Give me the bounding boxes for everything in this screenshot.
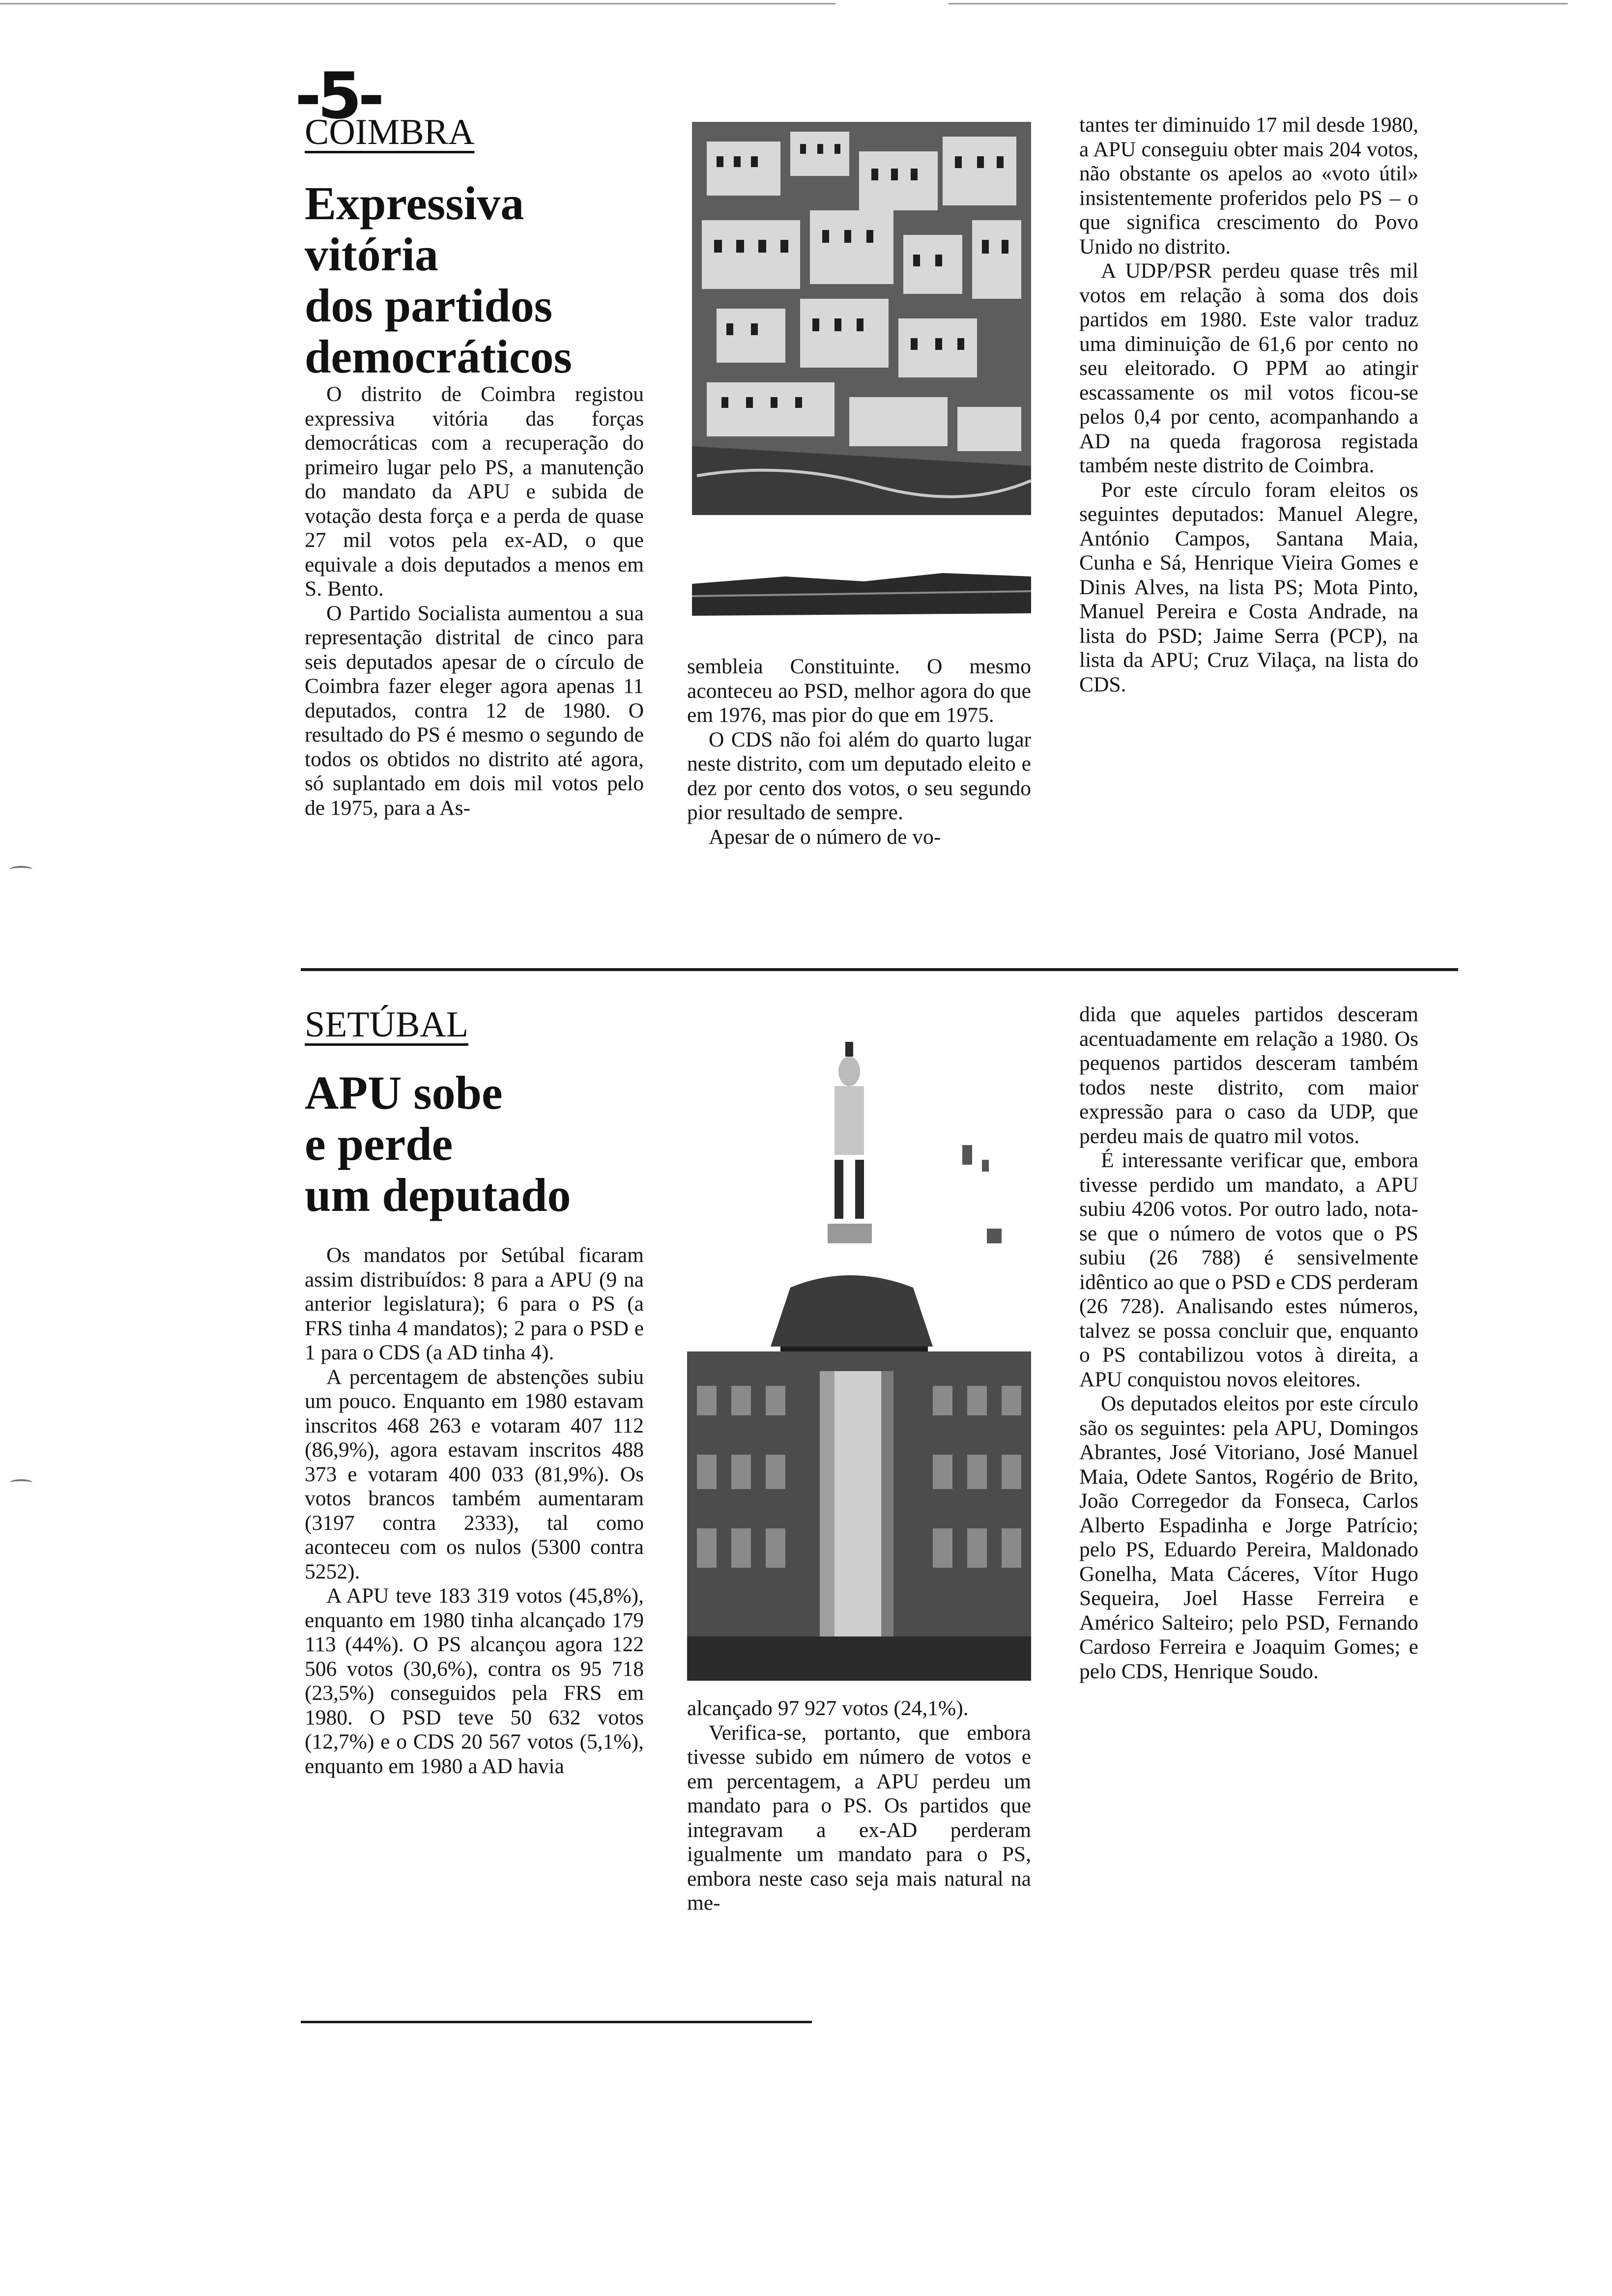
paragraph: dida que aqueles partidos desceram acentuadamente em relação a 1980. Os pequenos partidos desceram também todos neste distrito, com maior expressão para o caso da UDP, que perdeu mais de quatro mil votos. (1079, 1003, 1418, 1148)
paragraph: Apesar de o número de vo- (709, 825, 941, 849)
paragraph: sembleia Constituinte. O mesmo aconteceu ao PSD, melhor agora do que em 1976, mas pior do que em 1975. (687, 655, 1031, 727)
section-label-coimbra: COIMBRA (305, 112, 475, 152)
paragraph: O distrito de Coimbra registou expressiva vitória das forças democráticas com a recuperação do primeiro lugar pelo PS, a manutenção do mandato da APU e subida de votação desta força e a perda de quase 27 mil votos pela ex-AD, o que equivale a dois deputados a menos em S. Bento. (305, 382, 644, 601)
scan-top-rule (949, 3, 1568, 4)
headline-setubal (305, 1067, 659, 1221)
paragraph: O Partido Socialista aumentou a sua representação distrital de cinco para seis deputados apesar de o círculo de Coimbra fazer eleger agora apenas 11 deputados, contra 12 de 1980. O resultado do PS é mesmo o segundo de todos os obtidos no distrito até agora, só suplantado em dois mil votos pelo de 1975, para a As- (305, 601, 644, 820)
paragraph: É interessante verificar que, embora tivesse perdido um mandato, a APU subiu 4206 votos. Por outro lado, nota-se que o número de votos que o PS subiu (26 788) é sensivelmente idêntico ao que o PSD e CDS perderam (26 728). Analisando estes números, talvez se possa concluir que, enquanto o PS contabilizou votos à direita, a APU conquistou novos eleitores. (1079, 1148, 1418, 1391)
headline-line: dos partidos (305, 279, 553, 332)
photo-statue-column (687, 1032, 1031, 1681)
page-number-mark: -5- (295, 58, 381, 133)
article-setubal-column-2 (687, 1696, 1031, 1916)
paragraph: A APU teve 183 319 votos (45,8%), enquanto em 1980 tinha alcançado 179 113 (44%). O PS alcançou agora 122 506 votos (30,6%), contra os 95 718 (23,5%) conseguidos pela FRS em 1980. O PSD teve 50 632 votos (12,7%) e o CDS 20 567 votos (5,1%), enquanto em 1980 a AD havia (305, 1584, 644, 1778)
paragraph: alcançado 97 927 votos (24,1%). (687, 1696, 969, 1720)
headline-line: APU sobe (305, 1066, 503, 1119)
headline-line: e perde (305, 1118, 453, 1170)
article-setubal-column-3 (1079, 1003, 1418, 1684)
scan-top-rule (0, 3, 835, 4)
paragraph: Verifica-se, portanto, que embora tivesse subido em número de votos e em percentagem, a APU perdeu um mandato para o PS. Os partidos que integravam a ex-AD perderam igualmente um mandato para o PS, embora neste caso seja mais natural na me- (687, 1721, 1031, 1915)
paragraph: A UDP/PSR perdeu quase três mil votos em relação à soma dos dois partidos em 1980. Este valor traduz uma diminuição de 61,6 por cento no seu eleitorado. O PPM ao atingir escassamente os mil votos ficou-se pelos 0,4 por cento, acompanhando a AD na queda fragorosa registada também neste distrito de Coimbra. (1079, 259, 1418, 477)
headline-line: vitória (305, 228, 438, 281)
paragraph: O CDS não foi além do quarto lugar neste distrito, com um deputado eleito e dez por cento dos votos, o seu segundo pior resultado de sempre. (687, 727, 1031, 824)
article-coimbra-column-3 (1079, 113, 1418, 697)
photo-coimbra-city (687, 122, 1031, 635)
section-divider (301, 968, 1458, 971)
article-setubal-column-1 (305, 1243, 644, 1779)
paragraph: Os deputados eleitos por este círculo são os seguintes: pela APU, Domingos Abrantes, José Vitoriano, José Manuel Maia, Odete Santos, Rogério de Brito, João Corregedor da Fonseca, Carlos Alberto Espadinha e Jorge Patrício; pelo PS, Eduardo Pereira, Maldonado Gonelha, Mata Cáceres, Vítor Hugo Sequeira, Joel Hasse Ferreira e Américo Salteiro; pelo PSD, Fernando Cardoso Ferreira e Joaquim Gomes; e pelo CDS, Henrique Soudo. (1079, 1392, 1418, 1683)
headline-line: democráticos (305, 330, 572, 383)
headline-coimbra (305, 178, 659, 382)
headline-line: um deputado (305, 1169, 571, 1221)
paragraph: A percentagem de abstenções subiu um pouco. Enquanto em 1980 estavam inscritos 468 263 e votaram 407 112 (86,9%), agora estavam inscritos 488 373 e votaram 400 033 (81,9%). Os votos brancos também aumentaram (3197 contra 2333), tal como aconteceu com os nulos (5300 contra 5252). (305, 1365, 644, 1583)
paragraph: Por este círculo foram eleitos os seguintes deputados: Manuel Alegre, António Campos, Santana Maia, Cunha e Sá, Henrique Vieira Gomes e Dinis Alves, na lista PS; Mota Pinto, Manuel Pereira e Costa Andrade, na lista do PSD; Jaime Serra (PCP), na lista da APU; Cruz Vilaça, na lista do CDS. (1079, 478, 1418, 696)
section-label-setubal: SETÚBAL (305, 1004, 468, 1045)
scan-margin-mark (10, 866, 32, 873)
article-coimbra-column-1 (305, 382, 644, 820)
headline-line: Expressiva (305, 177, 524, 230)
scan-margin-mark (10, 1479, 32, 1486)
paragraph: tantes ter diminuido 17 mil desde 1980, a APU conseguiu obter mais 204 votos, não obstante os apelos ao «voto útil» insistentemente proferidos pelo PS – o que significa crescimento do Povo Unido no distrito. (1079, 113, 1418, 258)
bottom-rule (301, 2021, 812, 2023)
paragraph: Os mandatos por Setúbal ficaram assim distribuídos: 8 para a APU (9 na anterior legislatura); 6 para o PS (a FRS tinha 4 mandatos); 2 para o PSD e 1 para o CDS (a AD tinha 4). (305, 1243, 644, 1364)
article-coimbra-column-2 (687, 655, 1031, 849)
